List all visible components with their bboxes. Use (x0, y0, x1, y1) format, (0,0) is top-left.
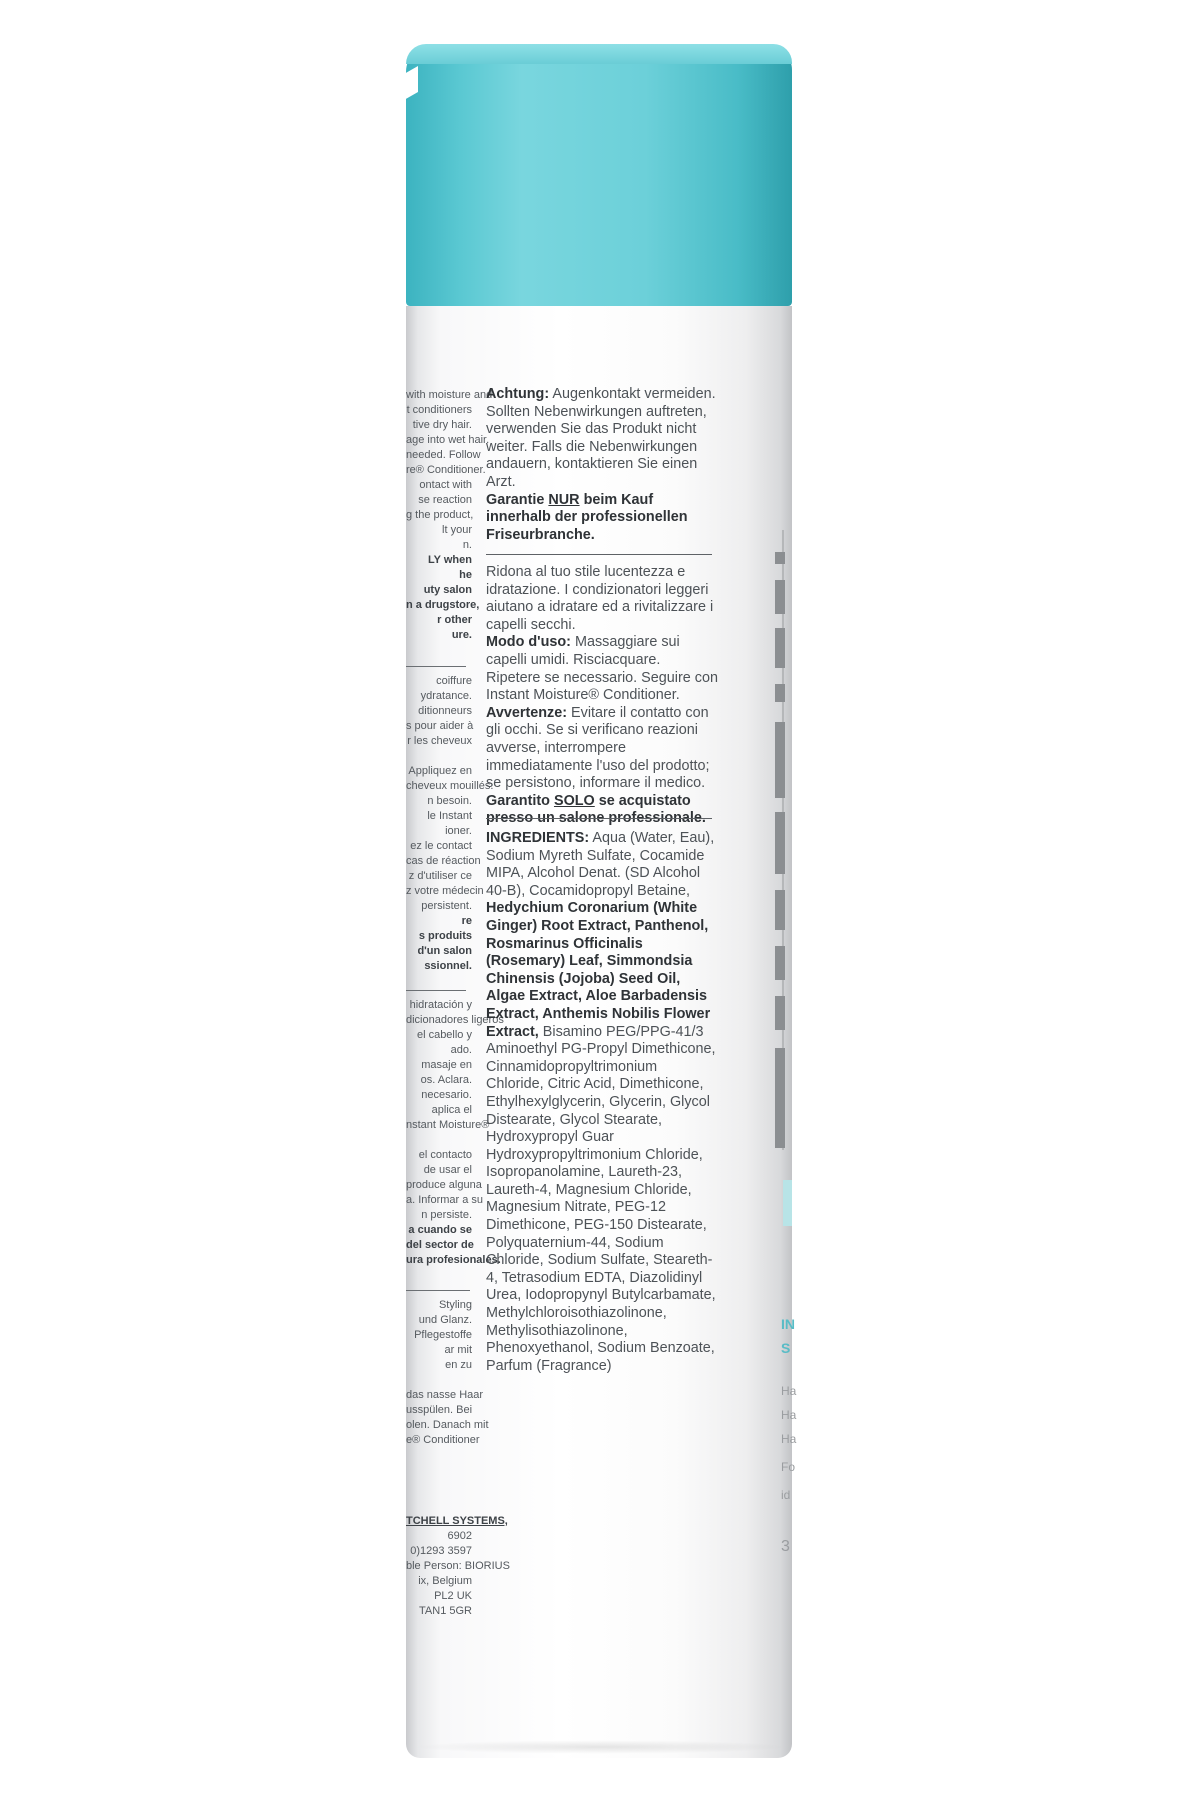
strip-line: Pflegestoffe (414, 1329, 472, 1341)
section-divider (486, 554, 712, 555)
ingredients (486, 830, 718, 1375)
barcode-mark (775, 812, 785, 874)
it-intro: Ridona al tuo stile lucentezza e idratazione. I condizionatori leggeri aiutano a idratare ed a rivitalizzare i capelli secchi. (486, 564, 714, 633)
bottle-shadow (412, 1740, 788, 1754)
front-label-title-edge: S (781, 1340, 791, 1356)
strip-line: 0)1293 3597 (410, 1545, 472, 1557)
de-guarantee: Garantie NUR beim Kauf innerhalb der professionellen Friseurbranche. (486, 491, 688, 543)
it-usage-label: Modo d'uso: (486, 634, 571, 651)
strip-line: a. Informar a su (406, 1194, 484, 1206)
front-label-text-edge: Ha (781, 1408, 797, 1422)
front-label-text-edge: id (781, 1488, 791, 1502)
it-usage-text: Massaggiare sui capelli umidi. Risciacquare. Ripetere se necessario. Seguire con Instant Moisture® Conditioner. (486, 634, 718, 704)
strip-line: ssionnel. (424, 960, 472, 972)
front-label-size-edge: 3 (781, 1538, 790, 1555)
barcode-mark (775, 1048, 785, 1148)
strip-line: t conditioners (406, 404, 472, 416)
strip-line: dicionadores ligeros (406, 1014, 504, 1026)
strip-line: TCHELL SYSTEMS, (406, 1515, 508, 1527)
barcode-mark (775, 580, 785, 614)
front-label-text-edge: Fo (781, 1460, 796, 1474)
strip-line: aplica el (431, 1104, 472, 1116)
strip-line: e® Conditioner (406, 1434, 480, 1446)
strip-line: lt your (442, 524, 472, 536)
barcode-mark (775, 890, 785, 930)
strip-line: n a drugstore, (406, 599, 480, 611)
de-warning-body: Augenkontakt vermeiden. Sollten Nebenwirkungen auftreten, verwenden Sie das Produkt nicht weiter. Falls die Nebenwirkungen andauern, kontaktieren Sie einen Arzt. (486, 386, 716, 490)
strip-line: produce alguna (406, 1179, 482, 1191)
strip-divider (406, 666, 466, 667)
strip-line: usspülen. Bei (406, 1404, 473, 1416)
strip-line: n. (462, 539, 472, 551)
left-strip-es (406, 998, 504, 1268)
strip-line: nstant Moisture® (406, 1119, 490, 1131)
strip-line: masaje en (421, 1059, 472, 1071)
front-label-title-edge: IN (781, 1316, 795, 1332)
left-strip-en (406, 388, 493, 643)
strip-line: n persiste. (421, 1209, 472, 1221)
de-warning (486, 386, 718, 544)
strip-line: LY when (427, 554, 472, 566)
cap-top-highlight (406, 44, 792, 64)
strip-line: he (459, 569, 472, 581)
strip-line: uty salon (423, 584, 472, 596)
strip-line: el contacto (418, 1149, 472, 1161)
ingredients-label: INGREDIENTS: (486, 830, 590, 846)
it-warning-text: Evitare il contatto con gli occhi. Se si verificano reazioni avverse, interrompere immediatamente l'uso del prodotto; se persistono, informare il medico. (486, 704, 710, 792)
strip-line: g the product, (406, 509, 474, 521)
strip-line: with moisture and (406, 389, 493, 401)
strip-line: r other (437, 614, 472, 626)
barcode-mark (775, 552, 785, 564)
strip-line: ditionneurs (418, 705, 472, 717)
section-divider (486, 818, 712, 819)
de-warning-text (486, 386, 718, 492)
strip-line: el cabello y (416, 1029, 472, 1041)
strip-line: re® Conditioner. (406, 464, 486, 476)
strip-line: olen. Danach mit (406, 1419, 489, 1431)
barcode-mark (775, 684, 785, 702)
left-strip-address (406, 1514, 510, 1619)
strip-line: hidratación y (409, 999, 472, 1011)
strip-line: persistent. (421, 900, 472, 912)
strip-line: necesario. (421, 1089, 472, 1101)
strip-line: n besoin. (427, 795, 472, 807)
strip-line: das nasse Haar (406, 1389, 484, 1401)
strip-line: z d'utiliser ce (408, 870, 472, 882)
strip-line: age into wet hair. (406, 434, 490, 446)
strip-line: s produits (418, 930, 472, 942)
strip-line: ez le contact (410, 840, 472, 852)
strip-line: TAN1 5GR (419, 1605, 472, 1617)
left-strip-fr (406, 674, 494, 974)
strip-line: se reaction (418, 494, 472, 506)
ingredients-part2: Bisamino PEG/PPG-41/3 Aminoethyl PG-Propyl Dimethicone, Cinnamidopropyltrimonium Chloride, Citric Acid, Dimethicone, Ethylhexylglycerin, Glycerin, Glycol Distearate, Glycol Stearate, Hydroxypropyl Guar Hydroxypropyltrimonium Chloride, Isopropanolamine, Laureth-23, Laureth-4, Magnesium Chloride, Magnesium Nitrate, PEG-12 Dimethicone, PEG-150 Distearate, Polyquaternium-44, Sodium Chloride, Sodium Sulfate, Steareth-4, Tetrasodium EDTA, Diazolidinyl Urea, Iodopropynyl Butylcarbamate, Methylchloroisothiazolinone, Methylisothiazolinone, Phenoxyethanol, Sodium Benzoate, Parfum (Fragrance) (486, 1023, 716, 1374)
barcode-mark (775, 996, 785, 1030)
strip-line: ura profesionales. (406, 1254, 501, 1266)
strip-line: en zu (445, 1359, 472, 1371)
strip-line: a cuando se (408, 1224, 472, 1236)
left-strip-de (406, 1298, 489, 1448)
strip-line: re (461, 915, 472, 927)
strip-line: del sector de (406, 1239, 474, 1251)
de-warning-label: Achtung: (486, 386, 550, 402)
strip-line: ble Person: BIORIUS (406, 1560, 510, 1572)
strip-line: 6902 (447, 1530, 472, 1542)
strip-line: needed. Follow (406, 449, 481, 461)
strip-line: os. Aclara. (420, 1074, 472, 1086)
strip-line: tive dry hair. (412, 419, 472, 431)
strip-divider (406, 990, 466, 991)
strip-line: ioner. (445, 825, 472, 837)
strip-line: ure. (451, 629, 472, 641)
strip-line: de usar el (423, 1164, 472, 1176)
front-label-text-edge: Ha (781, 1384, 797, 1398)
bottle-cap (406, 44, 792, 306)
ingredients-text (486, 830, 718, 1375)
strip-line: Appliquez en (408, 765, 472, 777)
strip-line (406, 1373, 472, 1388)
strip-line: cas de réaction (406, 855, 481, 867)
strip-line: cheveux mouillés. (406, 780, 494, 792)
strip-line: ar mit (444, 1344, 472, 1356)
strip-line: ontact with (419, 479, 472, 491)
strip-line (406, 1133, 472, 1148)
strip-line: d'un salon (417, 945, 472, 957)
barcode-mark (775, 946, 785, 980)
ingredients-highlight: Hedychium Coronarium (White Ginger) Root Extract, Panthenol, Rosmarinus Officinalis (Rosemary) Leaf, Simmondsia Chinensis (Jojoba) Seed Oil, Algae Extract, Aloe Barbadensis Extract, Anthemis Nobilis Flower Extract, (486, 900, 711, 1040)
it-guarantee: Garantito SOLO se acquistato presso un salone professionale. (486, 792, 706, 827)
strip-line: PL2 UK (434, 1590, 472, 1602)
it-warning (486, 705, 718, 793)
barcode-mark (775, 628, 785, 668)
strip-line: z votre médecin (406, 885, 484, 897)
strip-line: r les cheveux (407, 735, 472, 747)
strip-line: Styling (438, 1299, 472, 1311)
it-section (486, 564, 718, 828)
strip-divider (406, 1290, 470, 1291)
strip-line: s pour aider à (406, 720, 474, 732)
strip-line: coiffure (436, 675, 472, 687)
strip-line (406, 749, 472, 764)
barcode-mark (775, 722, 785, 798)
it-usage (486, 634, 718, 704)
strip-line: ado. (450, 1044, 472, 1056)
front-label-teal-edge (783, 1180, 792, 1226)
ingredients-part1: Aqua (Water, Eau), Sodium Myreth Sulfate, Cocamide MIPA, Alcohol Denat. (SD Alcohol 40-B), Cocamidopropyl Betaine, (486, 830, 715, 899)
it-warning-label: Avvertenze: (486, 704, 568, 721)
strip-line: ydratance. (420, 690, 472, 702)
front-label-text-edge: Ha (781, 1432, 797, 1446)
strip-line: und Glanz. (418, 1314, 472, 1326)
strip-line: le Instant (427, 810, 472, 822)
strip-line: ix, Belgium (418, 1575, 472, 1587)
